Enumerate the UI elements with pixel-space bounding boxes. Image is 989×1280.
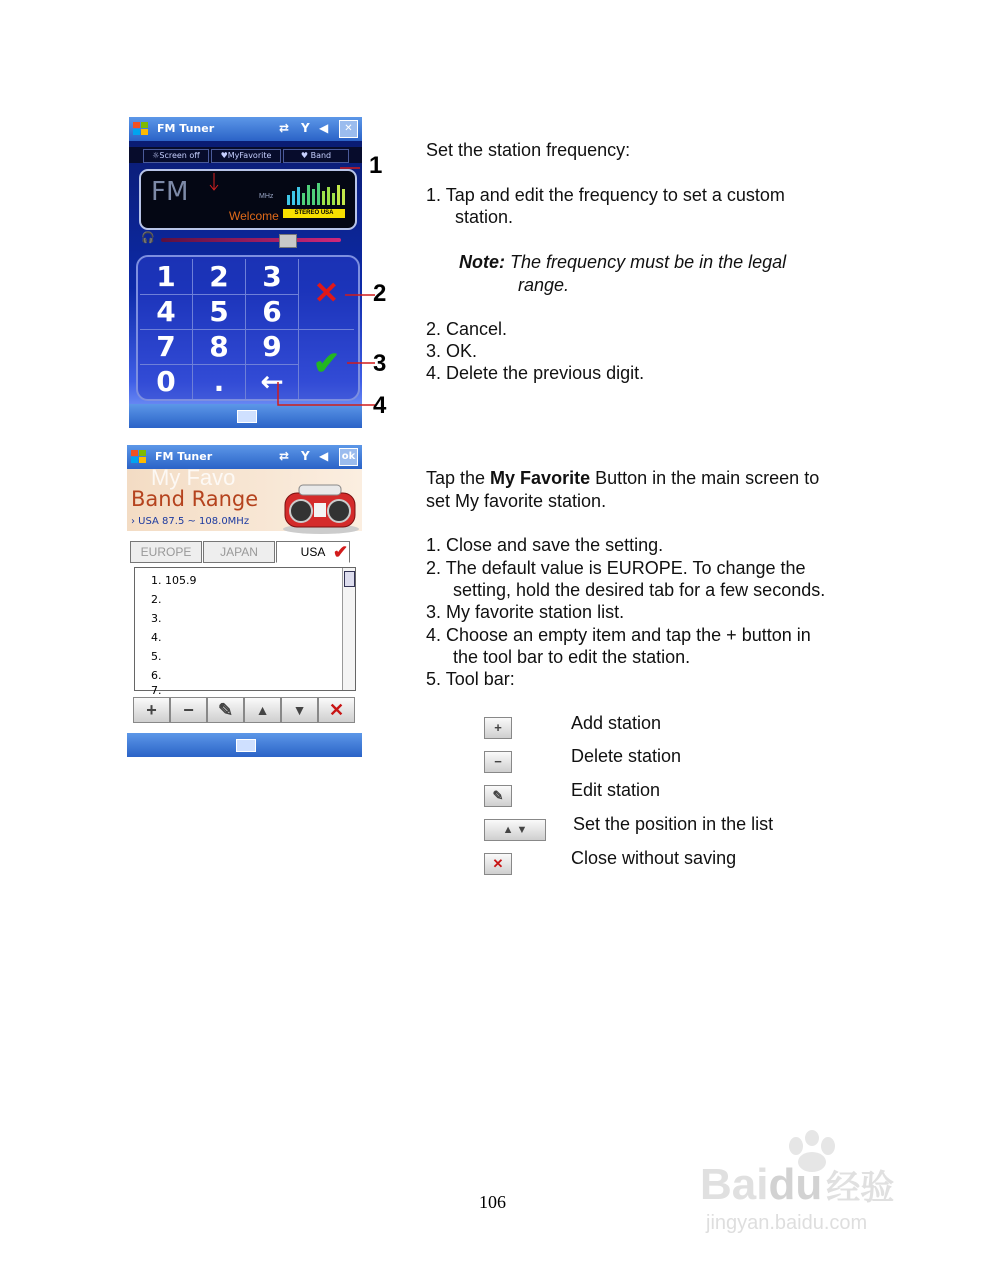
move-down-button[interactable]: ▼ [281, 697, 318, 723]
key-5[interactable]: 5 [193, 294, 246, 330]
volume-icon[interactable]: ◀ [319, 449, 329, 463]
move-up-button[interactable]: ▲ [244, 697, 281, 723]
section1-step4: 4. Delete the previous digit. [426, 363, 645, 383]
windows-start-icon[interactable] [132, 120, 150, 138]
add-button[interactable]: + [133, 697, 170, 723]
intro-pre: Tap the [426, 468, 491, 488]
bottom-bar [127, 733, 362, 757]
section1-step1: 1. Tap and edit the frequency to set a custom [426, 185, 785, 205]
delete-icon: − [484, 751, 512, 773]
app-title: FM Tuner [155, 450, 213, 463]
key-2[interactable]: 2 [193, 259, 246, 295]
list-item[interactable]: 7. [151, 684, 162, 697]
section2-item: 3. My favorite station list. [426, 602, 625, 622]
callout-2: 2 [373, 280, 387, 307]
intro-bold: My Favorite [490, 468, 591, 488]
callout-3: 3 [373, 350, 387, 377]
band-range-title: Band Range [131, 487, 259, 511]
favorite-station-list[interactable] [134, 567, 356, 697]
tab-europe[interactable]: EUROPE [130, 541, 202, 563]
list-item[interactable]: 2. [151, 593, 162, 606]
key-9[interactable]: 9 [246, 329, 299, 365]
key-7[interactable]: 7 [140, 329, 193, 365]
intro-post: Button in the main screen to [590, 468, 820, 488]
headphone-icon: 🎧 [141, 232, 155, 244]
title-bar [129, 117, 362, 141]
edit-button[interactable]: ✎ [207, 697, 244, 723]
ok-button[interactable]: ok [339, 448, 358, 466]
app-title: FM Tuner [157, 122, 215, 135]
header-faded-title: My Favo [151, 465, 236, 490]
section1-note-cont: range. [518, 275, 570, 295]
windows-start-icon[interactable] [130, 448, 148, 466]
edit-icon: ✎ [484, 785, 512, 807]
tab-japan[interactable]: JAPAN [203, 541, 275, 563]
welcome-text: Welcome [229, 209, 279, 223]
connectivity-icon[interactable]: ⇄ [279, 449, 290, 463]
list-scrollbar[interactable] [342, 568, 355, 690]
watermark-brand2: du [768, 1160, 823, 1209]
key-6[interactable]: 6 [246, 294, 299, 330]
list-item[interactable]: 3. [151, 612, 162, 625]
watermark-url: jingyan.baidu.com [706, 1212, 868, 1234]
section1-step3: 3. OK. [426, 341, 478, 361]
delete-button[interactable]: − [170, 697, 207, 723]
watermark-cn: 经验 [826, 1169, 895, 1207]
legend-position-label: Set the position in the list [573, 814, 774, 834]
connectivity-icon[interactable]: ⇄ [279, 121, 290, 135]
section2-item: 5. Tool bar: [426, 669, 515, 689]
range-text: › USA 87.5 ~ 108.0MHz [131, 516, 250, 527]
cancel-button[interactable]: ✕ [299, 259, 354, 330]
list-item[interactable]: 5. [151, 650, 162, 663]
close-x-icon: ✕ [484, 853, 512, 875]
signal-icon[interactable]: Y [301, 121, 310, 135]
section2-item: 2. The default value is EUROPE. To change the [426, 558, 806, 578]
tab-my-favorite[interactable]: ♥MyFavorite [211, 149, 281, 163]
callout-4: 4 [373, 392, 387, 419]
key-backspace[interactable]: ← [246, 364, 299, 399]
signal-icon[interactable]: Y [301, 449, 310, 463]
legend-edit-label: Edit station [571, 780, 661, 800]
section2-intro-line2: set My favorite station. [426, 491, 607, 511]
mhz-label: MHz [259, 193, 274, 200]
key-0[interactable]: 0 [140, 364, 193, 399]
key-3[interactable]: 3 [246, 259, 299, 295]
callout-1: 1 [369, 152, 383, 179]
section2-item: 4. Choose an empty item and tap the + button in [426, 625, 811, 645]
list-item[interactable]: 4. [151, 631, 162, 644]
legend-delete-label: Delete station [571, 746, 682, 766]
section2-item-cont: setting, hold the desired tab for a few seconds. [453, 580, 826, 600]
section2-item-cont: the tool bar to edit the station. [453, 647, 691, 667]
up-down-icon: ▲ ▼ [484, 819, 546, 841]
legend-add-label: Add station [571, 713, 662, 733]
key-4[interactable]: 4 [140, 294, 193, 330]
add-icon: + [484, 717, 512, 739]
band-label: FM [151, 177, 189, 207]
page-number: 106 [479, 1192, 506, 1212]
legend-close-label: Close without saving [571, 848, 737, 868]
radio-boombox-icon [277, 479, 361, 535]
volume-icon[interactable]: ◀ [319, 121, 329, 135]
ok-button[interactable]: ✔ [313, 345, 340, 381]
list-item[interactable]: 1. 105.9 [151, 574, 197, 587]
section2-item: 1. Close and save the setting. [426, 535, 664, 555]
tab-usa[interactable]: USA [276, 541, 350, 563]
list-item[interactable]: 6. [151, 669, 162, 682]
tab-screen-off[interactable]: ☼Screen off [143, 149, 209, 163]
check-icon: ✔ [333, 542, 349, 562]
callout-lines [200, 150, 383, 420]
section1-step1-cont: station. [455, 207, 514, 227]
section1-step2: 2. Cancel. [426, 319, 508, 339]
note-label: Note: [459, 252, 505, 272]
note-text: The frequency must be in the legal [505, 252, 787, 272]
close-button[interactable]: ✕ [318, 697, 355, 723]
key-8[interactable]: 8 [193, 329, 246, 365]
section1-heading: Set the station frequency: [426, 140, 631, 160]
my-favorite-screenshot [127, 445, 362, 757]
keyboard-icon[interactable] [236, 739, 256, 752]
key-dot[interactable]: . [193, 364, 246, 399]
key-1[interactable]: 1 [140, 259, 193, 295]
close-icon[interactable]: ✕ [339, 120, 358, 138]
tab-band[interactable]: ♥ Band [283, 149, 349, 163]
section2-intro [426, 467, 819, 489]
stereo-badge: STEREO USA [283, 209, 345, 218]
section1-note [459, 251, 786, 273]
watermark-brand: Bai [700, 1160, 769, 1209]
